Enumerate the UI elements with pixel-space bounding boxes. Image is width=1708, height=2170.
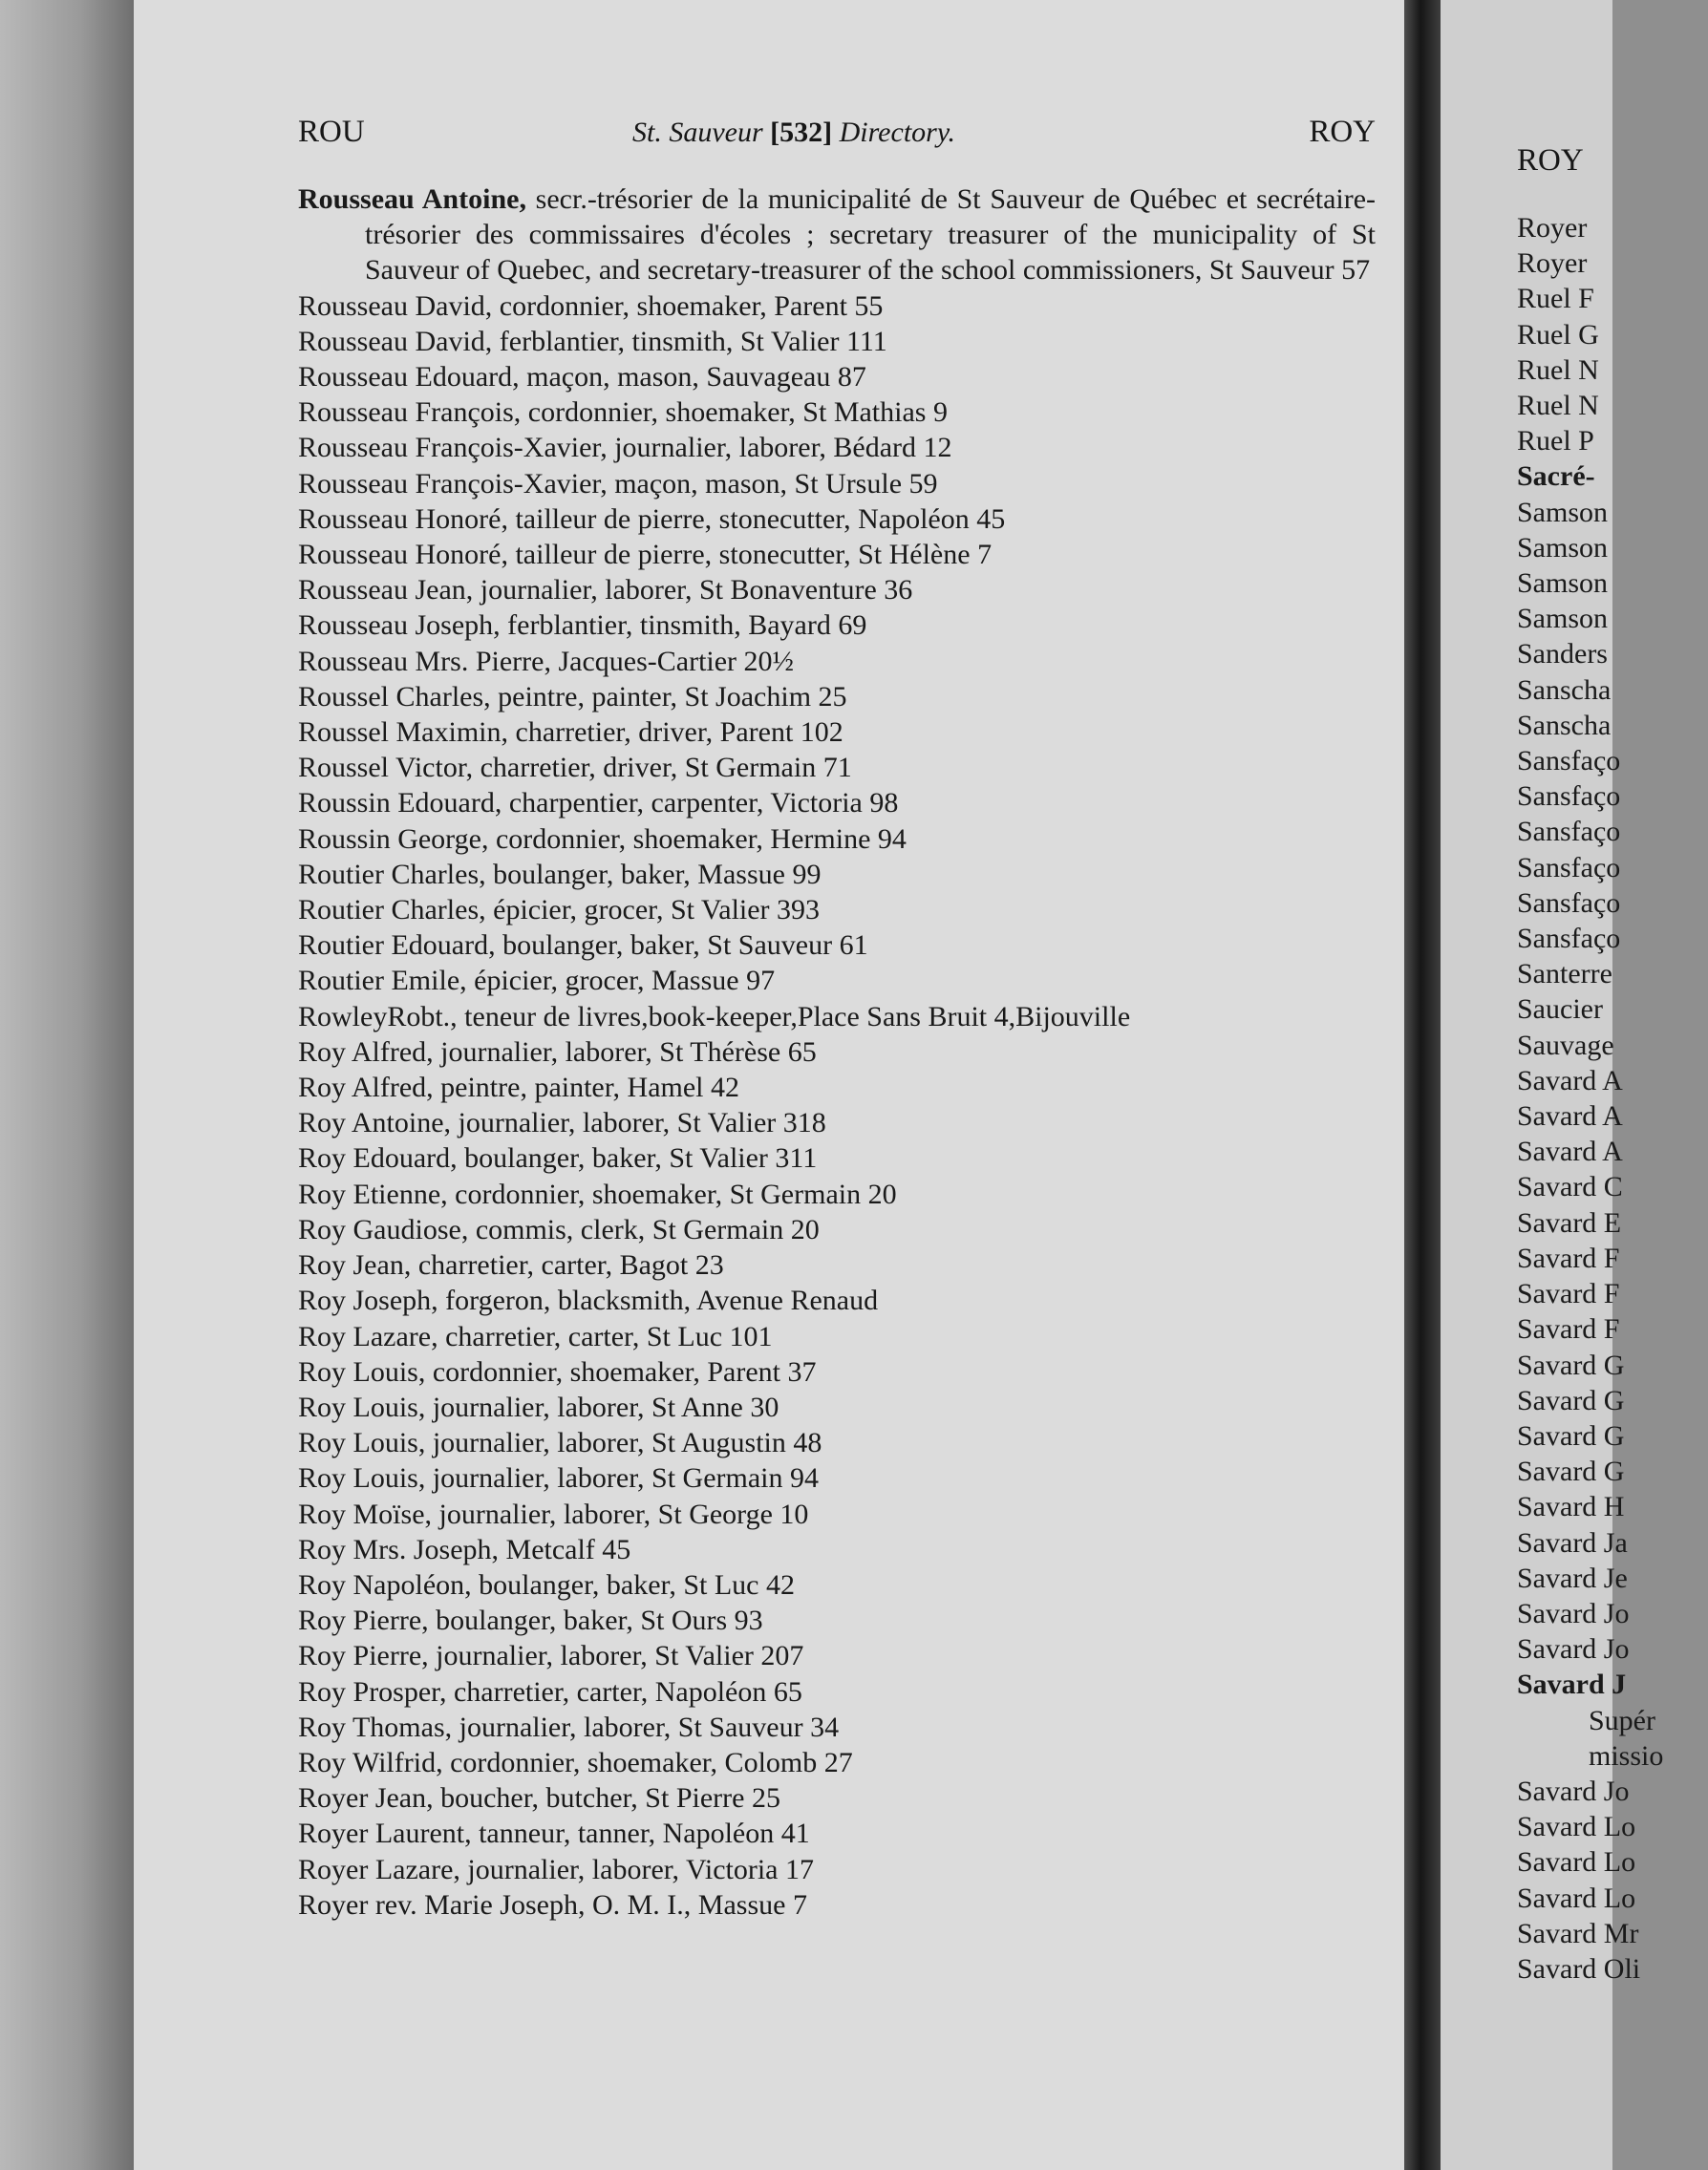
facing-page-header: ROY [1517,143,1584,178]
facing-page-entry: Savard Ja [1517,1526,1628,1559]
facing-page-entry: Santerre [1517,958,1612,990]
facing-page-entry: Savard H [1517,1491,1625,1523]
header-title-post: Directory. [832,117,955,148]
directory-entry: Roy Alfred, peintre, painter, Hamel 42 [298,1072,739,1104]
facing-page-entry: Savard J [1517,1669,1627,1701]
directory-entry: Roy Pierre, boulanger, baker, St Ours 93 [298,1605,763,1637]
facing-page-entry: Sanscha [1517,709,1612,741]
facing-page-entry: Ruel P [1517,425,1594,457]
facing-page-entry: Savard Lo [1517,1882,1636,1914]
directory-entry: Rousseau François-Xavier, maçon, mason, St Ursule 59 [298,467,938,500]
facing-page [1441,0,1664,2170]
facing-page-entry: missio [1589,1739,1664,1772]
facing-page-entry: Samson [1517,531,1609,564]
facing-page-entry: Sansfaço [1517,745,1621,777]
directory-entry: Roy Pierre, journalier, laborer, St Valier 207 [298,1640,804,1672]
facing-page-entry: Savard Lo [1517,1846,1636,1879]
directory-entry: Roy Louis, journalier, laborer, St Germain 94 [298,1462,819,1495]
facing-page-entry: Savard G [1517,1456,1625,1488]
facing-page-entry: Saucier [1517,993,1603,1026]
header-right: ROY [1309,115,1376,149]
facing-page-entry: Ruel N [1517,353,1599,386]
facing-page-entry: Sansfaço [1517,886,1621,919]
header-title-pre: St. Sauveur [632,117,771,148]
facing-page-entry: Savard Je [1517,1562,1628,1594]
directory-entry: Routier Charles, boulanger, baker, Massue 99 [298,858,822,890]
directory-entry: Rousseau Honoré, tailleur de pierre, stonecutter, Napoléon 45 [298,502,1006,535]
directory-entry: Rousseau Jean, journalier, laborer, St Bonaventure 36 [298,574,913,606]
directory-entry: Roy Lazare, charretier, carter, St Luc 101 [298,1320,773,1352]
facing-page-entry: Supér [1589,1704,1655,1736]
header-center [632,117,955,149]
directory-entry: Roy Louis, journalier, laborer, St Anne 30 [298,1391,779,1423]
facing-page-entry: Savard F [1517,1278,1620,1310]
facing-page-entry: Sansfaço [1517,923,1621,955]
facing-page-entry: Savard C [1517,1171,1623,1203]
directory-entry: Roy Wilfrid, cordonnier, shoemaker, Colomb 27 [298,1746,853,1778]
facing-page-entry: Sansfaço [1517,816,1621,848]
facing-page-entry: Sansfaço [1517,780,1621,813]
facing-page-entry: Savard Jo [1517,1633,1630,1666]
facing-page-entry: Savard Jo [1517,1597,1630,1629]
facing-page-entry: Sauvage [1517,1029,1614,1061]
facing-page-entry: Sanscha [1517,673,1612,706]
directory-entry: Roy Gaudiose, commis, clerk, St Germain 20 [298,1213,820,1245]
directory-entry: Rousseau Mrs. Pierre, Jacques-Cartier 20½ [298,645,795,677]
directory-entry: Routier Charles, épicier, grocer, St Valier 393 [298,894,821,926]
page-gutter [1404,0,1441,2170]
directory-entry: Roussel Victor, charretier, driver, St Germain 71 [298,752,852,784]
directory-entry: Royer Jean, boucher, butcher, St Pierre 25 [298,1782,780,1815]
facing-page-entry: Ruel F [1517,283,1594,315]
facing-page-entry: Savard Jo [1517,1775,1630,1807]
directory-entry: Roy Jean, charretier, carter, Bagot 23 [298,1249,724,1282]
directory-entry: Roy Thomas, journalier, laborer, St Sauveur 34 [298,1711,840,1743]
directory-entry: Royer rev. Marie Joseph, O. M. I., Massue 7 [298,1888,807,1921]
facing-page-entry: Savard Lo [1517,1811,1636,1843]
facing-page-entry: Samson [1517,496,1609,528]
facing-page-entry: Savard G [1517,1349,1625,1381]
facing-page-entry: Savard A [1517,1064,1623,1096]
directory-entry: Roy Etienne, cordonnier, shoemaker, St Germain 20 [298,1178,897,1210]
directory-entry: Routier Edouard, boulanger, baker, St Sauveur 61 [298,929,868,962]
directory-entry: Roussin Edouard, charpentier, carpenter, Victoria 98 [298,787,899,819]
directory-entry: Roussel Charles, peintre, painter, St Joachim 25 [298,680,847,713]
directory-entry: Roussel Maximin, charretier, driver, Parent 102 [298,716,843,749]
facing-page-entry: Savard A [1517,1100,1623,1133]
directory-entry: Roy Moïse, journalier, laborer, St George 10 [298,1498,809,1530]
directory-entry: Royer Laurent, tanneur, tanner, Napoléon 41 [298,1818,810,1850]
directory-entry: Rousseau David, ferblantier, tinsmith, St Valier 111 [298,325,887,357]
facing-page-entry: Sacré- [1517,460,1595,493]
facing-page-entry: Savard F [1517,1242,1620,1274]
facing-page-entry: Sanders [1517,638,1608,670]
facing-page-entry: Savard E [1517,1206,1622,1239]
facing-page-entry: Samson [1517,567,1609,600]
facing-page-entry: Royer [1517,247,1588,280]
directory-entry: Roy Alfred, journalier, laborer, St Thérèse 65 [298,1035,817,1068]
book-spine [0,0,134,2170]
first-entry [298,181,1376,288]
facing-page-entry: Ruel N [1517,390,1599,422]
facing-page-entry: Samson [1517,603,1609,635]
directory-entry: Rousseau Joseph, ferblantier, tinsmith, Bayard 69 [298,609,867,642]
directory-entry: Roy Louis, cordonnier, shoemaker, Parent 37 [298,1355,817,1388]
directory-entry: Rousseau Edouard, maçon, mason, Sauvageau 87 [298,361,866,394]
directory-entry: Rousseau François, cordonnier, shoemaker, St Mathias 9 [298,396,948,429]
directory-entry: Roy Edouard, boulanger, baker, St Valier 311 [298,1142,818,1175]
directory-entry: Roy Joseph, forgeron, blacksmith, Avenue Renaud [298,1285,879,1317]
directory-entry: Roy Napoléon, boulanger, baker, St Luc 42 [298,1568,795,1601]
facing-page-entry: Sansfaço [1517,851,1621,883]
facing-page-entry: Royer [1517,212,1588,244]
directory-entry: RowleyRobt., teneur de livres,book-keeper,Place Sans Bruit 4,Bijouville [298,1000,1131,1032]
directory-entry: Roussin George, cordonnier, shoemaker, Hermine 94 [298,822,907,855]
page-number: [532] [770,117,833,148]
first-entry-text: secr.-trésorier de la municipalité de St Sauveur de Québec et secrétaire-trésorier des commissaires d'écoles ; secretary treasurer of the municipality of St Sauveur of Quebec, and secretary-treasurer of the school commissioners, St Sauveur 57 [365,183,1377,287]
entries-list [298,288,1376,1923]
facing-page-entry: Savard Oli [1517,1952,1641,1985]
directory-entry: Roy Prosper, charretier, carter, Napoléon 65 [298,1675,802,1708]
facing-page-list [1517,210,1708,1987]
directory-entry: Royer Lazare, journalier, laborer, Victoria 17 [298,1853,814,1885]
directory-entry: Roy Antoine, journalier, laborer, St Valier 318 [298,1107,826,1139]
directory-entry: Rousseau David, cordonnier, shoemaker, Parent 55 [298,289,884,322]
facing-page-entry: Savard F [1517,1313,1620,1346]
first-entry-name: Rousseau Antoine, [298,183,526,215]
directory-entry: Roy Louis, journalier, laborer, St Augustin 48 [298,1427,822,1459]
directory-entry: Rousseau Honoré, tailleur de pierre, stonecutter, St Hélène 7 [298,539,993,571]
facing-page-entry: Savard A [1517,1136,1623,1168]
facing-page-entry: Savard G [1517,1384,1625,1416]
directory-entry: Routier Emile, épicier, grocer, Massue 97 [298,965,776,997]
facing-page-entry: Ruel G [1517,318,1599,351]
running-head [298,115,1376,162]
directory-entry: Rousseau François-Xavier, journalier, laborer, Bédard 12 [298,432,952,464]
facing-page-entry: Savard G [1517,1419,1625,1452]
directory-listing [298,181,1376,1923]
header-left: ROU [298,115,365,149]
directory-entry: Roy Mrs. Joseph, Metcalf 45 [298,1533,631,1565]
facing-page-entry: Savard Mr [1517,1917,1639,1949]
